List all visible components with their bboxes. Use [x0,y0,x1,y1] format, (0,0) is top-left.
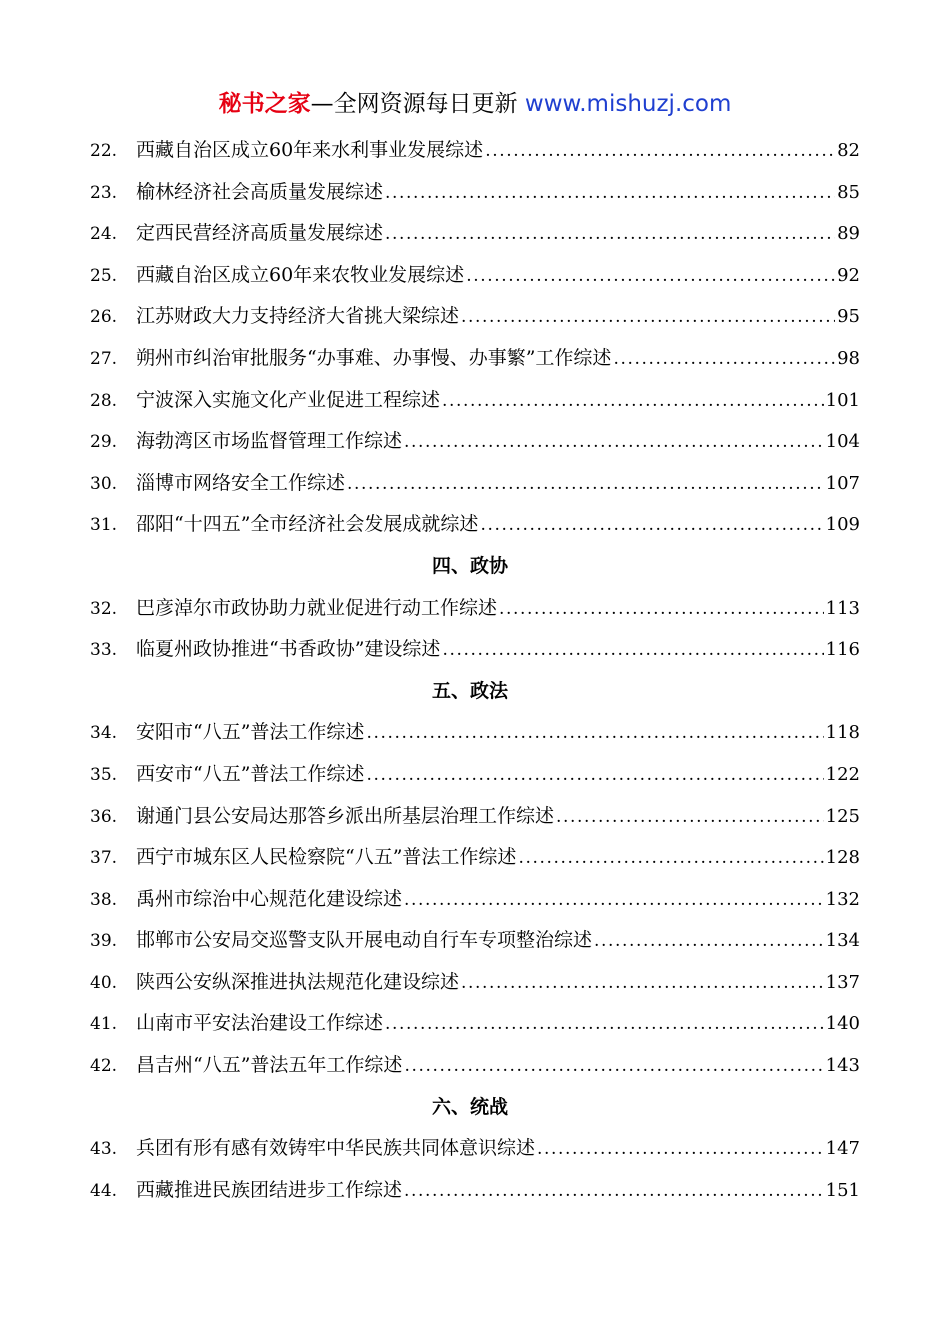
entry-title: 巴彦淖尔市政协助力就业促进行动工作综述 [136,596,498,619]
entry-page: 125 [825,805,860,827]
dot-leader [347,464,824,506]
entry-title: 榆林经济社会高质量发展综述 [136,180,384,203]
entry-page: 113 [825,597,860,619]
header-url: www.mishuzj.com [524,91,732,117]
entry-title: 山南市平安法治建设工作综述 [136,1012,384,1035]
dot-leader [442,381,824,423]
entry-page: 140 [825,1013,860,1035]
toc-entry[interactable] [90,255,860,297]
dot-leader [613,339,835,381]
toc-entry[interactable] [90,172,860,214]
toc-entry[interactable] [90,380,860,422]
section-heading-cppcc: 四、政协 [431,554,508,577]
entry-title: 临夏州政协推进“书香政协”建设综述 [136,638,441,661]
entry-number: 44. [90,1180,118,1201]
toc-entry[interactable] [90,1003,860,1045]
dot-leader [556,797,824,839]
entry-number: 33. [90,640,118,661]
entry-number: 26. [90,307,118,328]
brand-name: 秘书之家 [218,91,311,117]
dot-leader [442,630,823,672]
entry-number: 27. [90,348,118,369]
entry-page: 101 [825,389,860,411]
entry-title: 陕西公安纵深推进执法规范化建设综述 [136,970,460,993]
entry-page: 89 [837,223,860,245]
entry-number: 22. [90,141,118,161]
dot-leader [461,297,835,339]
entry-page: 95 [837,306,860,328]
toc-entry[interactable] [90,837,860,879]
entry-number: 35. [90,764,118,785]
toc-entry[interactable] [90,962,860,1004]
table-of-contents [90,130,860,1211]
section-heading-law: 五、政法 [431,679,508,702]
dot-leader [366,713,823,755]
entry-number: 38. [90,889,118,910]
entry-title: 谢通门县公安局达那答乡派出所基层治理工作综述 [136,804,555,827]
entry-page: 109 [825,514,860,536]
toc-entry[interactable] [90,213,860,255]
entry-title: 朔州市纠治审批服务“办事难、办事慢、办事繁”工作综述 [136,346,612,369]
entry-number: 31. [90,515,118,536]
entry-number: 41. [90,1014,118,1035]
entry-page: 116 [825,639,860,661]
entry-number: 28. [90,390,118,411]
toc-entry[interactable] [90,920,860,962]
dot-leader [466,256,835,298]
entry-title: 西藏自治区成立60年来水利事业发展综述 [136,139,484,161]
toc-entry[interactable] [90,754,860,796]
watermark-header [0,88,950,120]
entry-page: 147 [825,1138,860,1160]
toc-entry[interactable] [90,338,860,380]
entry-page: 98 [837,347,860,369]
entry-title: 西安市“八五”普法工作综述 [136,762,365,785]
entry-number: 39. [90,931,118,952]
toc-entry[interactable] [90,463,860,505]
entry-page: 122 [825,763,860,785]
entry-number: 29. [90,432,118,453]
entry-title: 江苏财政大力支持经济大省挑大梁综述 [136,305,460,328]
toc-entry[interactable] [90,1170,860,1212]
toc-entry[interactable] [90,130,860,172]
entry-title: 安阳市“八五”普法工作综述 [136,721,365,744]
entry-title: 兵团有形有感有效铸牢中华民族共同体意识综述 [136,1137,536,1160]
toc-entry[interactable] [90,629,860,671]
entry-number: 34. [90,723,118,744]
entry-title: 淄博市网络安全工作综述 [136,471,346,494]
entry-title: 定西民营经济高质量发展综述 [136,222,384,245]
dot-leader [385,214,835,256]
dot-leader [485,131,835,173]
toc-entry[interactable] [90,1045,860,1087]
entry-page: 132 [825,888,860,910]
entry-page: 118 [825,722,860,744]
entry-number: 43. [90,1139,118,1160]
dot-leader [366,755,823,797]
entry-title: 西宁市城东区人民检察院“八五”普法工作综述 [136,846,517,869]
entry-title: 宁波深入实施文化产业促进工程综述 [136,388,441,411]
dot-leader [518,838,823,880]
dot-leader [461,963,824,1005]
entry-page: 104 [825,431,860,453]
section-heading-united-front: 六、统战 [431,1095,508,1118]
dot-leader [404,880,824,922]
toc-entry[interactable] [90,712,860,754]
entry-title: 海勃湾区市场监督管理工作综述 [136,430,403,453]
entry-page: 85 [837,181,860,203]
dot-leader [404,1171,824,1213]
entry-page: 151 [825,1179,860,1201]
entry-page: 128 [825,847,860,869]
entry-page: 92 [837,264,860,286]
entry-title: 邵阳“十四五”全市经济社会发展成就综述 [136,513,479,536]
toc-entry[interactable] [90,296,860,338]
entry-page: 137 [825,971,860,993]
entry-page: 143 [825,1055,860,1077]
entry-number: 32. [90,598,118,619]
dot-leader [404,1046,823,1088]
toc-entry[interactable] [90,588,860,630]
dot-leader [385,1004,824,1046]
dot-leader [385,173,835,215]
entry-title: 西藏推进民族团结进步工作综述 [136,1178,403,1201]
dot-leader [404,422,824,464]
dot-leader [499,589,824,631]
entry-page: 82 [837,140,860,161]
toc-entry[interactable] [90,421,860,463]
entry-title: 禹州市综治中心规范化建设综述 [136,887,403,910]
entry-number: 30. [90,473,118,494]
entry-page: 107 [825,472,860,494]
dot-leader [480,505,823,547]
toc-entry[interactable] [90,504,860,546]
toc-entry[interactable] [90,879,860,921]
entry-number: 40. [90,972,118,993]
entry-number: 37. [90,848,118,869]
toc-entry[interactable] [90,796,860,838]
dot-leader [594,921,824,963]
entry-number: 25. [90,265,118,286]
entry-number: 24. [90,224,118,245]
header-tagline: —全网资源每日更新 [310,91,525,117]
entry-title: 西藏自治区成立60年来农牧业发展综述 [136,263,465,286]
entry-number: 23. [90,182,118,203]
entry-number: 42. [90,1056,118,1077]
dot-leader [537,1129,824,1171]
entry-title: 昌吉州“八五”普法五年工作综述 [136,1054,403,1077]
entry-title: 邯郸市公安局交巡警支队开展电动自行车专项整治综述 [136,929,593,952]
entry-page: 134 [825,930,860,952]
toc-entry[interactable] [90,1128,860,1170]
entry-number: 36. [90,806,118,827]
